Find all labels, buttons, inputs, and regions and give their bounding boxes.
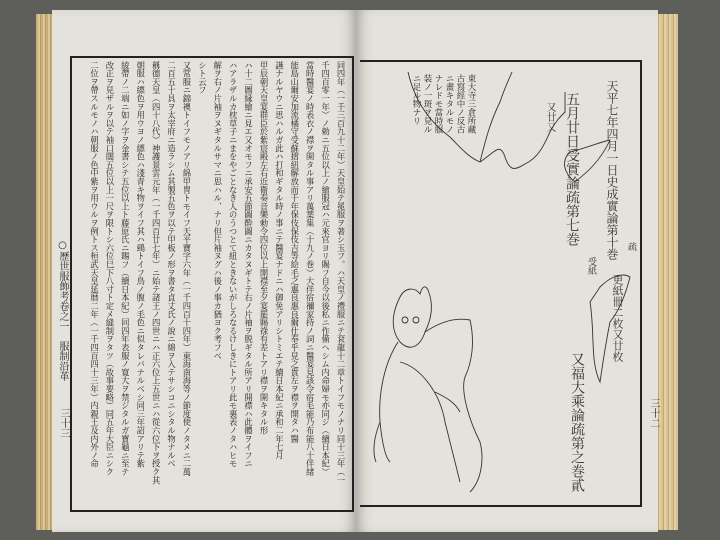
open-book [36,8,678,534]
text-column: 二百五十具ヲ太宰府ニ造ラシム其製五色ヲ以テ甲板ノ形ヲ書タ貞丈氏ノ說ニ綿ヲ入テサシコニシタル物ナルベ [166,61,177,468]
handwritten-line: 受紙 [586,257,596,275]
caption-line: 古寫經中ノ反古 [455,74,465,134]
text-column: 同四年（一千三百九十二年）天皇始テ冕服ヲ著シ玉フ。ハ天皇ノ禮服ニテ袞龍十二章トイフモノナリ同十三年（一 [336,61,346,485]
caption-line: 装ノ一斑ヲ見ル [422,74,432,134]
caption-line: ニ畫キタルモノ [444,74,454,134]
text-column: ハアラザルカ枕草子ニまをやごとなき人のうつとて紐ときないがしろなるけしきにトアリ此モ裏表ノタハヒモ [228,61,239,468]
handwritten-line: 五月廿日受實論疏第七巻 [564,92,580,246]
handwritten-line: 又福大乘論疏第之巻貳 [569,352,585,492]
running-title: ○歷世服飾考卷之一 服制沿革 [57,240,68,381]
caption-line: ナレドモ當時服 [433,74,443,134]
text-column: 解ヲ右ノ片袖ヲヌギタルサマニ思ハル、ナリ但片袖ヌグハ後ノ事カ猶ヨク考フベ [212,61,223,360]
handwritten-line: 更紙卌二枚又廿枚 [611,274,624,362]
text-column: 綾帶ノ二端ニ如ノ字ヲ金書シテ五位以上ト藤原氏ニ賜フ（續日本紀）同四年表服ノ寛大ヲ禁ジタルガ寶龜ニ至テ [120,61,131,476]
body-text [76,61,348,507]
figure-illustration [360,62,640,505]
text-column: 又常服ニ錦襖トイフモノアリ綿甲冑トモイフ天平寶字六年（一千四百十四年）東海南海等ノ節度使ノタメニ二萬 [181,61,192,476]
caption-line: ニ足ル物ナリ [411,74,421,125]
illustration-frame [360,60,642,507]
text-column: シト云フ [197,61,208,95]
text-frame [70,56,354,512]
text-column: 甲辰朝天皇宴群臣於紫宸殿左右近衛奏音樂勅令四位以上開襟至夕宴罷賜祿有差トアリ襟ヲ開キタル形 [258,61,269,435]
page-number: 三十三 [58,408,69,438]
text-column: 當時醫宴ノ時表衣ノ襟ヲ開タル事アリ萬葉集（十九ノ巻）大伴宿禰家持ノ詞ニ醫宴見該令宿毛能乃布能八十伴緒 [305,61,316,476]
page-number: 三十二 [648,398,659,428]
handwritten-line: 又廿又 [544,102,555,132]
handwritten-line: 天平七年四月一日史成實論第十巻 [605,80,619,260]
handwritten-line: 疏 [626,242,636,251]
text-column: 千四百零一年）ノ勅ニ五位以上ノ繪服冠ハ元來官ヨリ賜フ自今以後私ニ作備ヘシム内命婦モ亦同ジ（續日本紀） [320,61,331,476]
text-column: ハ十二圖縁繪ニ見エ又オモフニ承安五節圖酔圖ニカタヌギトテ右ノ片袖ヲ脱ギタル所アリ開襟ハ此體ヲイフニ [243,61,254,468]
text-column: 能島山爾安加流橘守受蘇摺紐解放而千年保伎保伎吉等絵毛之惠良惠良爾仕奉乎見之貴左ヲ襟ヲ開タハ醫 [289,61,300,443]
text-column: 讌ナルヤウニ思ハルガ此ハ打和ギタル時ノ事ニテ醫宴ナドニハ御免アリシトミエテ續日本紀ニ承和二年七月 [274,61,285,460]
caption-line: 東大寺三倉所藏 [466,74,476,134]
text-column: 朝服ハ縹色ヲ用ウヨノ縹色ハ淺青キ物ヲイフ其ハ鵐トイフ鳥ノ腹ノ毛色ニ似タレバナルベシ同三年詔アリテ紫 [135,61,146,468]
illustration-caption [410,74,476,134]
right-page [356,10,658,532]
text-column: 改正ヲ見ザルヲ以テ袖口闊五位以上一尺ヲ限トシ六位巳下八寸ト定メ縫制ヲタツ（故事要略）同五年大臣ニシク [104,61,115,476]
text-column: 二位ヲ帶スルモノハ朝服ノ色中紫ヲ用ウルヲ例トス桓武天皇延暦二年（一千四百四十三年）内親王及内外ノ命 [89,61,100,468]
page-edges-right [656,14,678,530]
left-page [52,10,356,532]
text-column: 稱德天皇（四十八代）神護景雲元年（一千四百廿七年）ニ始テ諸王ノ四世ニハ正六位上五世ニハ從六位下ヲ授ク其 [151,61,162,485]
